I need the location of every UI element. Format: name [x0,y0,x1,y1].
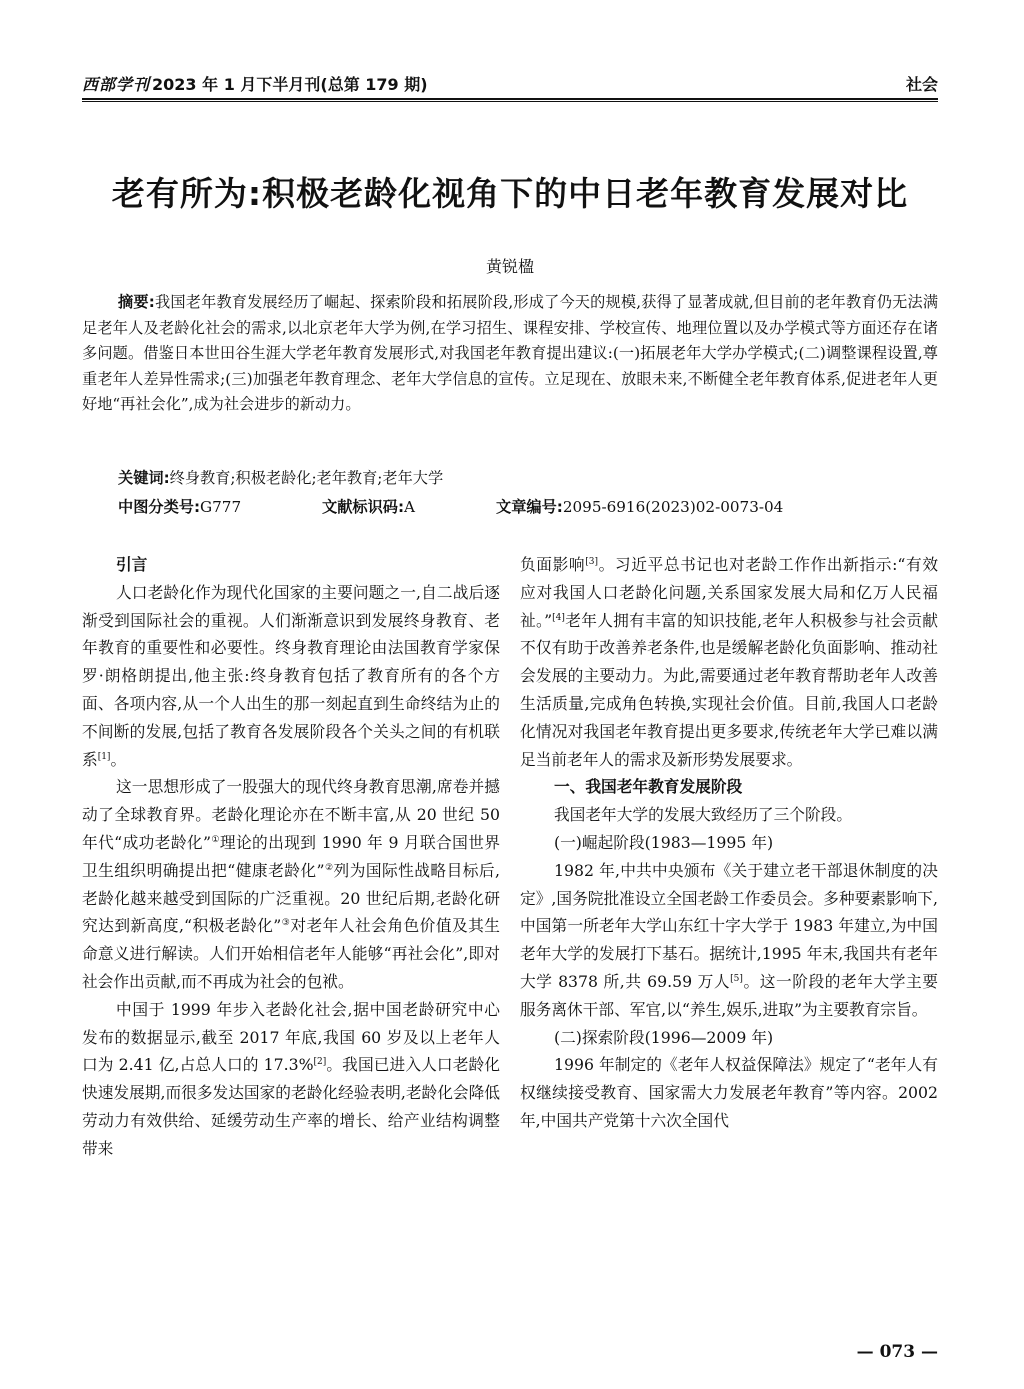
citation-ref: [1] [97,751,111,762]
paragraph [82,996,500,1163]
keywords-label: 关键词: [118,469,170,487]
paragraph [520,857,938,1024]
journal-logo: 西部学刊 [82,75,151,94]
clc-value: G777 [200,498,242,516]
citation-ref: [3] [585,556,598,567]
article-value: 2095-6916(2023)02-0073-04 [562,498,784,516]
header-rule-thin [82,101,938,102]
paragraph-text: 这一思想形成了一股强大的现代终身教育思潮,席卷并撼动了全球教育界。老龄化理论亦在不断丰富,从 20 世纪 50 年代“成功老龄化” [82,777,500,852]
article-label: 文章编号: [496,498,563,516]
subsection-heading: (一)崛起阶段(1983—1995 年) [554,832,774,852]
intro-heading: 引言 [116,555,148,574]
paragraph [82,579,500,774]
page-number: — 073 — [856,1342,938,1362]
document-code [322,496,415,517]
keywords-text: 终身教育;积极老龄化;老年教育;老年大学 [169,469,444,487]
clc-number [118,496,241,517]
article-number [496,496,783,517]
citation-ref: [4] [552,612,565,623]
paragraph-text: 老年人拥有丰富的知识技能,老年人积极参与社会贡献不仅有助于改善养老条件,也是缓解老龄化负面影响、推动社会发展的主要动力。为此,需要通过老年教育帮助老年人改善生活质量,完成角色转换,实现社会价值。目前,我国人口老龄化情况对我国老年教育提出更多要求,传统老年大学已难以满足当前老年人的需求及新形势发展要求。 [520,610,938,769]
subsection-heading: (二)探索阶段(1996—2009 年) [554,1027,774,1047]
running-header [82,70,938,96]
paragraph-text: 负面影响 [520,555,586,574]
paragraph-text: 1982 年,中共中央颁布《关于建立老干部退休制度的决定》,国务院批准设立全国老龄工作委员会。多种要素影响下,中国第一所老年大学山东红十字大学于 1983 年建立,为中国老年大学的发展打下基石。据统计,1995 年末,我国共有老年大学 8378 所,共 69.59 万人 [520,860,938,991]
article-author: 黄锐楹 [485,257,534,276]
journal-info [82,72,428,95]
paragraph: 1996 年制定的《老年人权益保障法》规定了“老年人有权继续接受教育、国家需大力发展老年教育”等内容。2002 年,中国共产党第十六次全国代 [520,1055,938,1130]
paragraph-text: 。这一阶段的老年大学主要服务离休干部、军官,以“养生,娱乐,进取”为主要教育宗旨。 [520,971,938,1019]
paragraph: 我国老年大学的发展大致经历了三个阶段。 [554,805,853,825]
paragraph-text: 人口老龄化作为现代化国家的主要问题之一,自二战后逐渐受到国际社会的重视。人们渐渐意识到发展终身教育、老年教育的重要性和必要性。终身教育理论由法国教育学家保罗·朗格朗提出,他主张:终身教育包括了教育所有的各个方面、各项内容,从一个人出生的那一刻起直到生命终结为止的不间断的发展,包括了教育各发展阶段各个关头之间的有机联系 [82,582,500,769]
abstract-text: 我国老年教育发展经历了崛起、探索阶段和拓展阶段,形成了今天的规模,获得了显著成就,但目前的老年教育仍无法满足老年人及老龄化社会的需求,以北京老年大学为例,在学习招生、课程安排、学校宣传、地理位置以及办学模式等方面还存在诸多问题。借鉴日本世田谷生涯大学老年教育发展形式,对我国老年教育提出建议:(一)拓展老年大学办学模式;(二)调整课程设置,尊重老年人差异性需求;(三)加强老年教育理念、老年大学信息的宣传。立足现在、放眼未来,不断健全老年教育体系,促进老年人更好地“再社会化”,成为社会进步的新动力。 [82,293,939,413]
abstract-label: 摘要: [118,293,155,311]
paragraph-text: 。我国已进入人口老龄化快速发展期,而很多发达国家的老龄化经验表明,老龄化会降低劳动力有效供给、延缓劳动生产率的增长、给产业结构调整带来 [82,1055,500,1158]
doc-label: 文献标识码: [322,498,405,516]
section-heading: 一、我国老年教育发展阶段 [554,777,743,797]
section-name: 社会 [905,75,938,94]
citation-ref: [5] [730,973,743,984]
footnote-ref: ③ [281,918,291,929]
header-rule-thick [82,98,938,100]
paragraph-text: 对老年人社会角色价值及其生命意义进行解读。人们开始相信老年人能够“再社会化”,即对社会作出贡献,而不再成为社会的包袱。 [82,916,500,991]
paragraph [520,551,938,773]
doc-value: A [404,498,415,516]
footnote-ref: ② [324,862,334,873]
issue-info: 2023 年 1 月下半月刊(总第 179 期) [152,75,428,94]
citation-ref: [2] [313,1057,327,1068]
left-column [82,551,500,1163]
paragraph-text: 列为国际性战略目标后,老龄化越来越受到国际的广泛重视。20 世纪后期,老龄化研究达到新高度,“积极老龄化” [82,860,500,936]
keywords [118,467,443,488]
clc-label: 中图分类号: [118,498,201,516]
right-column [520,551,938,1135]
abstract [82,290,938,418]
paragraph-text: 理论的出现到 1990 年 9 月联合国世界卫生组织明确提出把“健康老龄化” [82,832,500,880]
paragraph [82,773,500,995]
article-title: 老有所为:积极老龄化视角下的中日老年教育发展对比 [111,174,909,213]
footnote-ref: ① [211,834,220,845]
paragraph-text: 。习近平总书记也对老龄工作作出新指示:“有效应对我国人口老龄化问题,关系国家发展大局和亿万人民福祉。” [520,555,939,630]
paragraph-text: 中国于 1999 年步入老龄化社会,据中国老龄研究中心发布的数据显示,截至 2017 年底,我国 60 岁及以上老年人口为 2.41 亿,占总人口的 17.3% [82,999,500,1075]
paragraph-text: 。 [110,749,127,769]
